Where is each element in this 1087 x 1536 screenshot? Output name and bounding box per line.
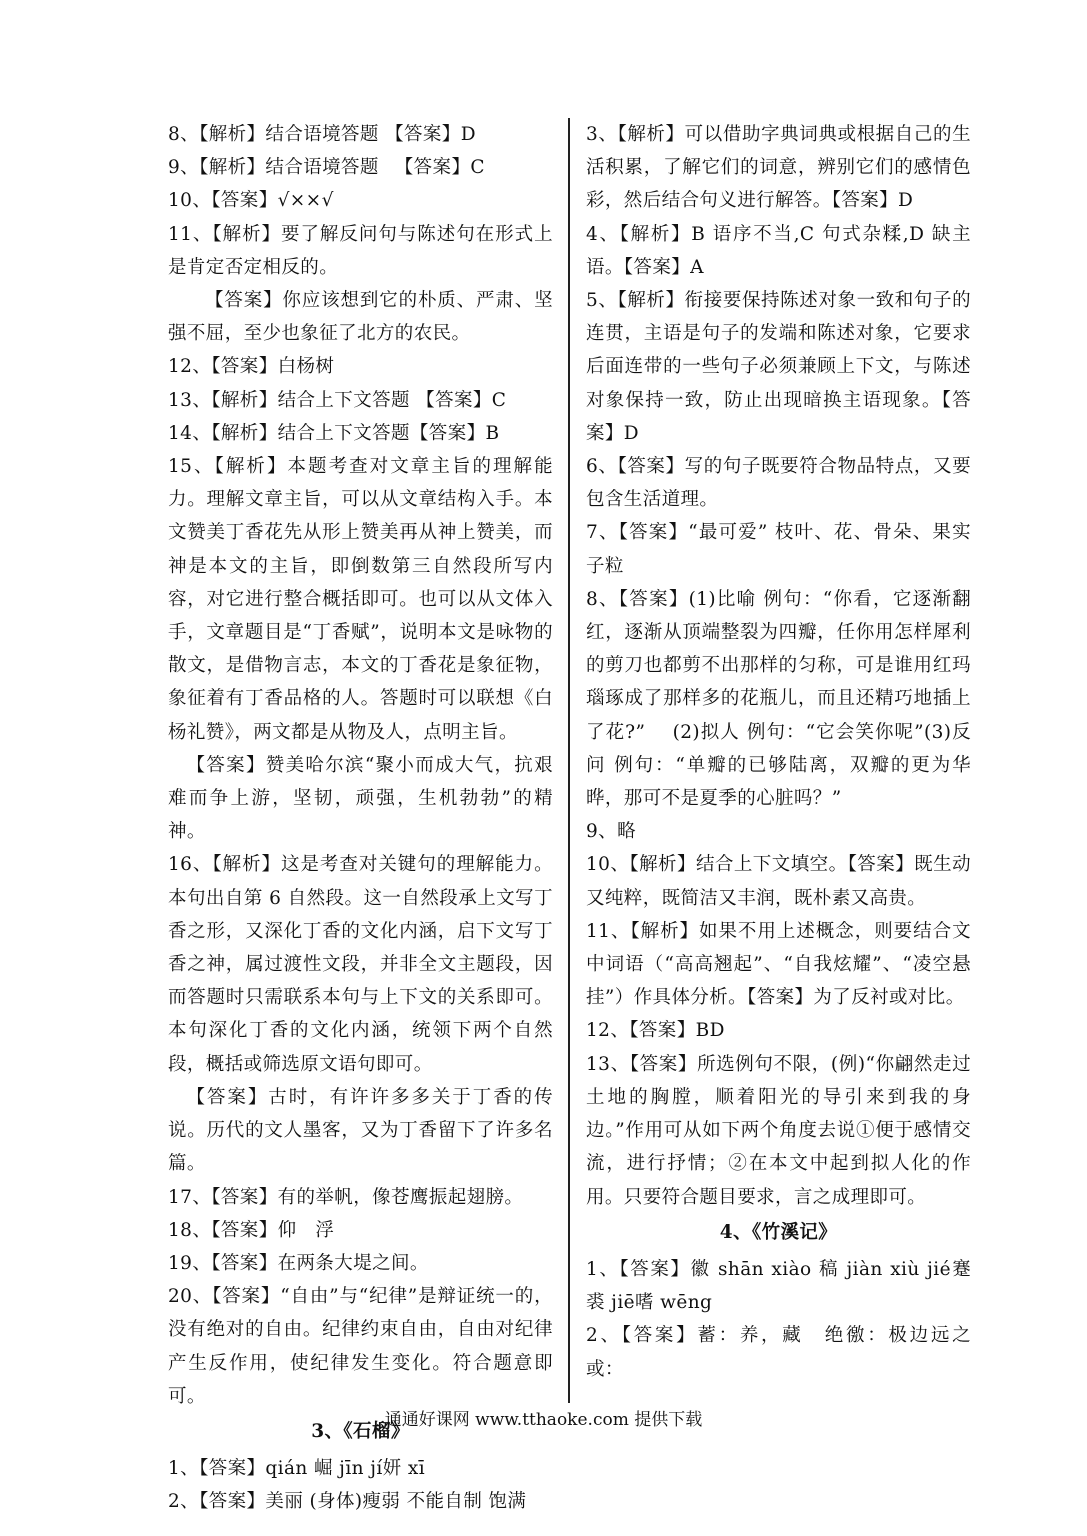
left-column (168, 118, 553, 1519)
answer-paragraph: 【答案】古时，有许许多多关于丁香的传说。历代的文人墨客，又为丁香留下了许多名篇。 (168, 1086, 553, 1175)
answer-paragraph: 1、【答案】徽 shān xiào 稿 jiàn xiù jié蹇 裘 jiē嗜 wēng (586, 1258, 971, 1314)
answer-paragraph: 14、【解析】结合上下文答题【答案】B (168, 422, 500, 444)
answer-paragraph: 2、【答案】蓄：养，藏 绝徼：极边远之 或： (586, 1325, 971, 1380)
answer-paragraph: 9、略 (586, 821, 636, 843)
page-footer: 通通好课网 www.tthaoke.com 提供下载 (384, 1410, 703, 1430)
answer-paragraph: 1、【答案】qián 崛 jīn jí妍 xī (168, 1458, 426, 1480)
answer-paragraph: 13、【解析】结合上下文答题 【答案】C (168, 389, 507, 411)
answer-paragraph: 11、【解析】要了解反问句与陈述句在形式上是肯定否定相反的。 (168, 223, 553, 278)
answer-paragraph: 17、【答案】有的举帆，像苍鹰振起翅膀。 (168, 1186, 524, 1208)
answer-paragraph: 10、【解析】结合上下文填空。【答案】既生动又纯粹，既简洁又丰润，既朴素又高贵。 (586, 854, 971, 909)
answer-paragraph: 6、【答案】写的句子既要符合物品特点，又要包含生活道理。 (586, 456, 971, 511)
answer-paragraph: 8、【答案】(1)比喻 例句：“你看，它逐渐翻红，逐渐从顶端整裂为四瓣，任你用怎样犀利的剪刀也都剪不出那样的匀称，可是谁用红玛瑙琢成了那样多的花瓶儿，而且还精巧地插上了花?” (2)拟人 例句：“它会笑你呢”(3)反问 例句：“单瓣的已够陆离，双瓣的更为华晔，那可不是夏季的心脏吗？” (586, 588, 971, 810)
answer-paragraph: 4、【解析】B 语序不当,C 句式杂糅,D 缺主语。【答案】A (586, 223, 971, 278)
answer-paragraph: 15、【解析】本题考查对文章主旨的理解能力。理解文章主旨，可以从文章结构入手。本文赞美丁香花先从形上赞美再从神上赞美，而神是本文的主旨，即倒数第三自然段所写内容，对它进行整合概括即可。也可以从文体入手，文章题目是“丁香赋”，说明本文是咏物的散文，是借物言志，本文的丁香花是象征物，象征着有丁香品格的人。答题时可以联想《白杨礼赞》，两文都是从物及人，点明主旨。 (168, 456, 553, 743)
column-divider (568, 118, 570, 1403)
answer-paragraph: 11、【解析】如果不用上述概念，则要结合文中词语（“高高翘起”、“自我炫耀”、“凌空悬挂”）作具体分析。【答案】为了反衬或对比。 (586, 920, 971, 1009)
answer-paragraph: 【答案】你应该想到它的朴质、严肃、坚强不屈，至少也象征了北方的农民。 (168, 290, 553, 345)
answer-paragraph: 3、【解析】可以借助字典词典或根据自己的生活积累，了解它们的词意，辨别它们的感情色彩，然后结合句义进行解答。【答案】D (586, 124, 971, 212)
answer-paragraph: 12、【答案】白杨树 (168, 356, 335, 378)
section-heading: 3、《石榴》 (311, 1420, 410, 1442)
answer-paragraph: 10、【答案】√××√ (168, 190, 334, 212)
answer-paragraph: 12、【答案】BD (586, 1020, 725, 1042)
answer-paragraph: 7、【答案】“最可爱” 枝叶、花、骨朵、果实 子粒 (586, 522, 971, 577)
answer-paragraph: 2、【答案】美丽 (身体)瘦弱 不能自制 饱满 (168, 1491, 527, 1513)
answer-paragraph: 【答案】赞美哈尔滨“聚小而成大气，抗艰难而争上游，坚韧，顽强，生机勃勃”的精神。 (168, 754, 553, 843)
answer-paragraph: 5、【解析】衔接要保持陈述对象一致和句子的连贯，主语是句子的发端和陈述对象，它要求后面连带的一些句子必须兼顾上下文，与陈述对象保持一致，防止出现暗换主语现象。【答案】D (586, 290, 971, 444)
answer-paragraph: 19、【答案】在两条大堤之间。 (168, 1252, 429, 1274)
right-column (586, 118, 971, 1386)
answer-paragraph: 9、【解析】结合语境答题 【答案】C (168, 157, 485, 179)
answer-paragraph: 8、【解析】结合语境答题 【答案】D (168, 124, 476, 145)
section-heading: 4、《竹溪记》 (719, 1221, 838, 1243)
answer-paragraph: 13、【答案】所选例句不限，(例)“你翩然走过土地的胸膛，顺着阳光的导引来到我的身边。”作用可从如下两个角度去说①便于感情交流，进行抒情；②在本文中起到拟人化的作用。只要符合题目要求，言之成理即可。 (586, 1053, 971, 1208)
answer-paragraph: 16、【解析】这是考查对关键句的理解能力。本句出自第 6 自然段。这一自然段承上文写丁香之形，又深化丁香的文化内涵，启下文写丁香之神，属过渡性文段，并非全文主题段，因而答题时只需联系本句与上下文的关系即可。本句深化丁香的文化内涵，统领下两个自然段，概括或筛选原文语句即可。 (168, 854, 553, 1075)
answer-paragraph: 18、【答案】仰 浮 (168, 1219, 335, 1241)
answer-paragraph: 20、【答案】“自由”与“纪律”是辩证统一的，没有绝对的自由。纪律约束自由，自由对纪律产生反作用，使纪律发生变化。符合题意即可。 (168, 1286, 553, 1407)
